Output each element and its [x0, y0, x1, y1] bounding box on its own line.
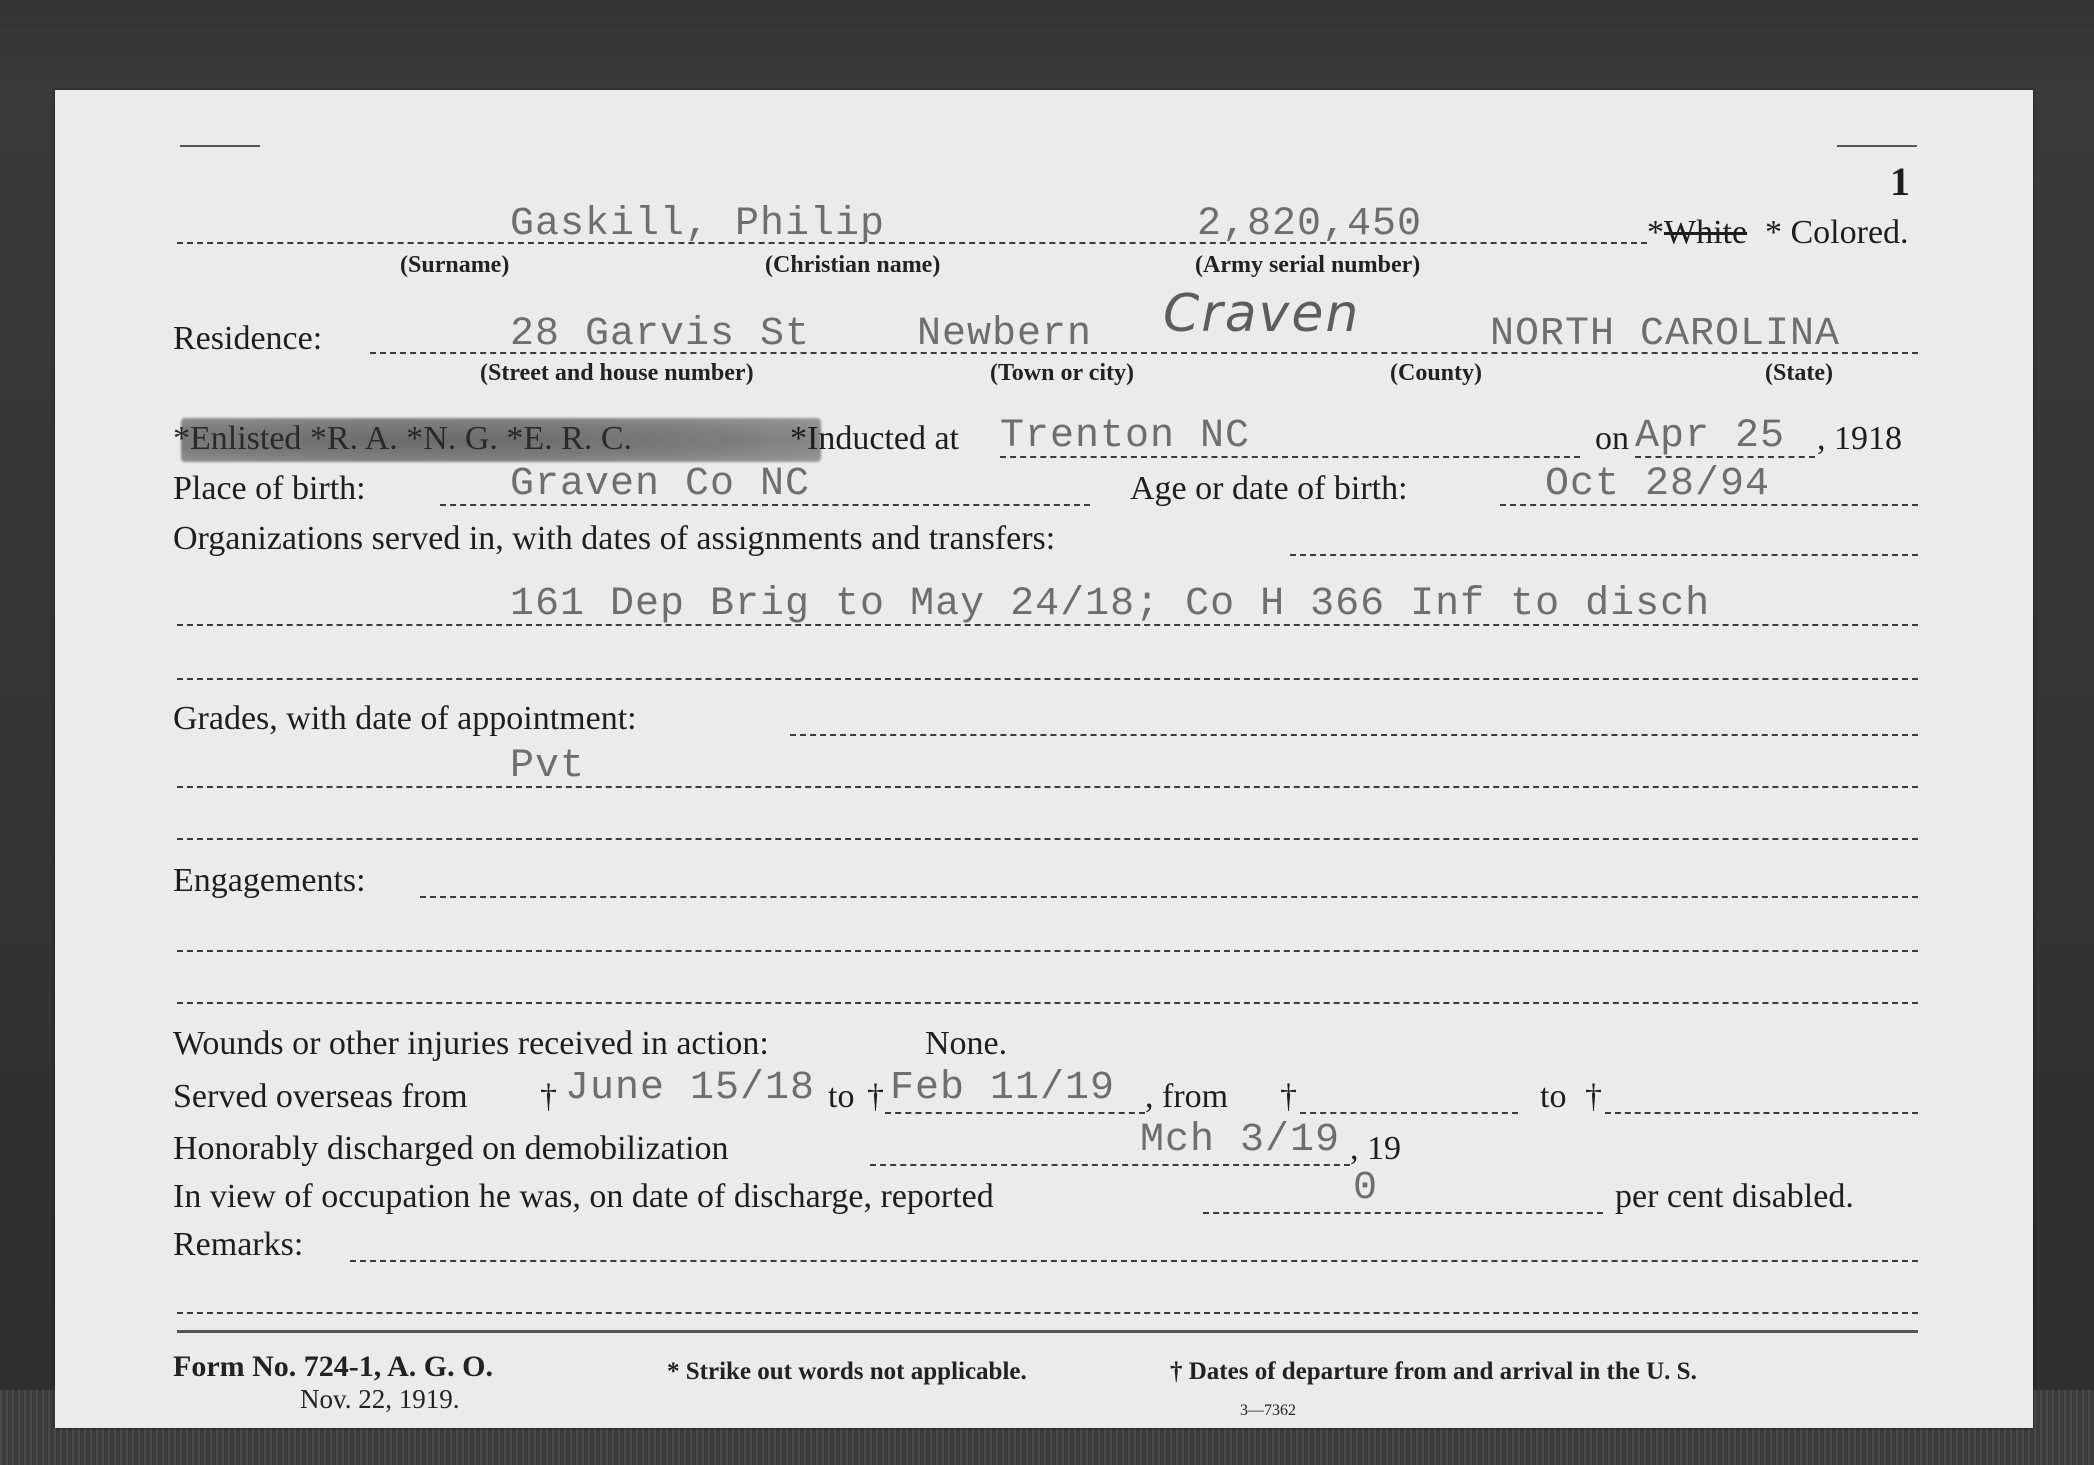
- inducted-on-label: on: [1595, 420, 1629, 457]
- residence-state: NORTH CAROLINA: [1490, 312, 1841, 357]
- overseas-from-date: June 15/18: [565, 1066, 816, 1111]
- residence-town: Newbern: [917, 312, 1093, 357]
- organizations-label: Organizations served in, with dates of assignments and transfers:: [173, 520, 1056, 557]
- disability-dotted-line: [1203, 1212, 1603, 1214]
- residence-county: Craven: [1163, 284, 1361, 344]
- page-number: 1: [1890, 159, 1910, 204]
- corner-rule-left: [180, 145, 260, 147]
- overseas-from2-label: , from: [1145, 1078, 1229, 1115]
- inducted-year: , 1918: [1817, 420, 1902, 457]
- inducted-date: Apr 25: [1635, 414, 1786, 459]
- form-number: Form No. 724-1, A. G. O.: [173, 1350, 493, 1383]
- engagements-label: Engagements:: [173, 862, 366, 899]
- grades-dotted-line-2: [177, 786, 1918, 788]
- state-caption: (State): [1765, 360, 1833, 386]
- grades-dotted-line-3: [177, 838, 1918, 840]
- footnote-dates: † Dates of departure from and arrival in the U. S.: [1170, 1358, 1697, 1385]
- birth-date-value: Oct 28/94: [1545, 462, 1771, 507]
- service-record-card: [55, 90, 2033, 1428]
- engagements-dotted-line-1: [420, 896, 1918, 898]
- race-white-option: *White: [1647, 214, 1748, 251]
- inducted-label: *Inducted at: [790, 420, 959, 457]
- remarks-dotted-line-1: [350, 1260, 1918, 1262]
- discharge-dotted-line: [870, 1164, 1350, 1166]
- inducted-place: Trenton NC: [1000, 414, 1251, 459]
- discharge-year: , 19: [1350, 1130, 1401, 1167]
- overseas-dagger-1: †: [540, 1078, 557, 1115]
- overseas-label: Served overseas from: [173, 1078, 468, 1115]
- county-caption: (County): [1390, 360, 1483, 386]
- overseas-to-label: to: [828, 1078, 855, 1115]
- overseas-from2-dotted-line: [1300, 1112, 1518, 1114]
- corner-rule-right: [1837, 145, 1917, 147]
- enlisted-options: *Enlisted *R. A. *N. G. *E. R. C.: [173, 420, 633, 457]
- overseas-dagger-3: †: [1280, 1078, 1297, 1115]
- christian-name-caption: (Christian name): [765, 252, 941, 278]
- remarks-label: Remarks:: [173, 1226, 304, 1263]
- name-value: Gaskill, Philip: [510, 202, 886, 247]
- organizations-dotted-line-1: [1290, 554, 1918, 556]
- discharge-date: Mch 3/19: [1140, 1118, 1341, 1163]
- remarks-dotted-line-2: [177, 1312, 1918, 1314]
- overseas-dagger-4: †: [1585, 1078, 1602, 1115]
- overseas-to-date: Feb 11/19: [890, 1066, 1116, 1111]
- surname-caption: (Surname): [400, 252, 510, 278]
- residence-street: 28 Garvis St: [510, 312, 811, 357]
- name-dotted-line: [177, 242, 1647, 244]
- grades-dotted-line-1: [790, 734, 1918, 736]
- wounds-label: Wounds or other injuries received in action:: [173, 1025, 769, 1062]
- engagements-dotted-line-2: [177, 950, 1918, 952]
- residence-label: Residence:: [173, 320, 323, 357]
- organizations-dotted-line-3: [177, 678, 1918, 680]
- birth-place-label: Place of birth:: [173, 470, 366, 507]
- footnote-strike-out: * Strike out words not applicable.: [667, 1358, 1027, 1385]
- race-colored-option: * Colored.: [1765, 214, 1909, 251]
- print-code: 3—7362: [1240, 1402, 1296, 1419]
- race-white-struck: White: [1664, 214, 1748, 251]
- birth-place-value: Graven Co NC: [510, 462, 811, 507]
- army-serial-value: 2,820,450: [1197, 202, 1423, 247]
- wounds-value: None.: [925, 1025, 1008, 1062]
- disability-suffix: per cent disabled.: [1615, 1178, 1854, 1215]
- serial-caption: (Army serial number): [1195, 252, 1421, 278]
- grades-label: Grades, with date of appointment:: [173, 700, 637, 737]
- form-date: Nov. 22, 1919.: [300, 1384, 460, 1414]
- organizations-value: 161 Dep Brig to May 24/18; Co H 366 Inf to disch: [510, 582, 1711, 627]
- discharge-label: Honorably discharged on demobilization: [173, 1130, 729, 1167]
- grades-value: Pvt: [510, 744, 586, 789]
- overseas-to-dotted-line: [885, 1112, 1145, 1114]
- disability-label: In view of occupation he was, on date of discharge, reported: [173, 1178, 994, 1215]
- street-caption: (Street and house number): [480, 360, 754, 386]
- overseas-dagger-2: †: [867, 1078, 884, 1115]
- overseas-to2-dotted-line: [1605, 1112, 1918, 1114]
- town-caption: (Town or city): [990, 360, 1134, 386]
- engagements-dotted-line-3: [177, 1002, 1918, 1004]
- birth-date-label: Age or date of birth:: [1130, 470, 1408, 507]
- footer-rule: [177, 1330, 1918, 1333]
- overseas-to2-label: to: [1540, 1078, 1567, 1115]
- disability-value: 0: [1353, 1166, 1379, 1211]
